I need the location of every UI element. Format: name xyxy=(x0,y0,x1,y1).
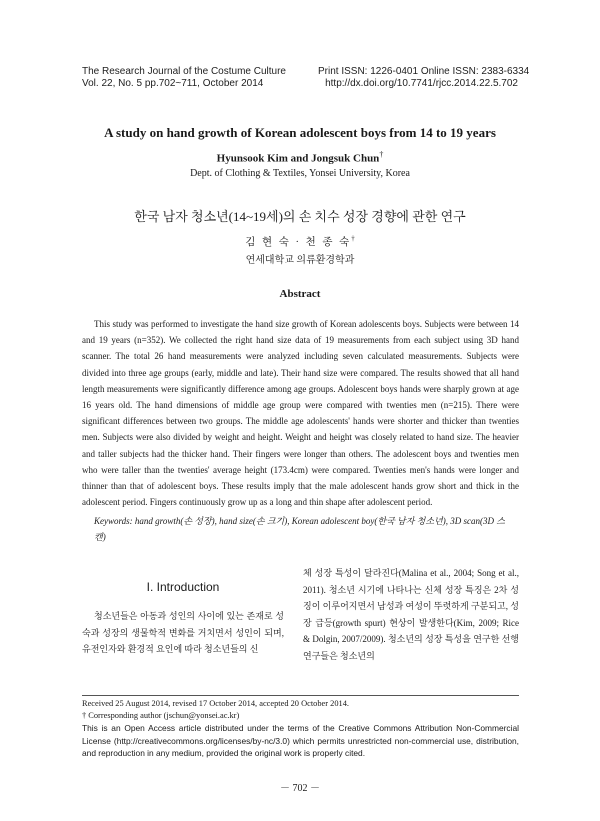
intro-column-left xyxy=(82,608,284,658)
corresponding-author: † Corresponding author (jschun@yonsei.ac.kr) xyxy=(82,711,240,721)
paper-title: A study on hand growth of Korean adolescent boys from 14 to 19 years xyxy=(104,125,496,140)
department: Dept. of Clothing & Textiles, Yonsei University, Korea xyxy=(190,168,410,179)
issn-header xyxy=(318,66,530,90)
open-access-notice: This is an Open Access article distributed under the terms of the Creative Commons Attribution Non-Commercial License (http://creativecommons.org/licenses/by-nc/3.0) which permits unrestricted non-commercial use, distribution, and reproduction in any medium, provided the original work is properly cited. xyxy=(82,723,519,758)
korean-department: 연세대학교 의류환경학과 xyxy=(245,255,355,266)
author-names: Hyunsook Kim and Jongsuk Chun xyxy=(216,152,380,165)
page-number: － 702 － xyxy=(280,783,320,794)
korean-corresponding-mark: † xyxy=(351,234,355,243)
keywords-label: Keywords: xyxy=(94,516,133,526)
doi-link[interactable]: http://dx.doi.org/10.7741/rjcc.2014.22.5.702 xyxy=(325,78,518,89)
keywords xyxy=(94,513,516,545)
received-dates: Received 25 August 2014, revised 17 October 2014, accepted 20 October 2014. xyxy=(82,699,349,708)
abstract-heading: Abstract xyxy=(279,288,321,300)
intro-left-text: 청소년들은 아동과 성인의 사이에 있는 존재로 성숙과 성장의 생물학적 변화를 거치면서 성인이 되며, 유전인자와 환경적 요인에 따라 청소년들의 신 xyxy=(82,611,284,654)
abstract-body xyxy=(82,316,519,510)
journal-header xyxy=(82,66,286,90)
intro-column-right xyxy=(303,565,519,664)
footnote-divider xyxy=(82,695,519,696)
volume-info: Vol. 22, No. 5 pp.702~711, October 2014 xyxy=(82,78,264,89)
keywords-text: hand growth(손 성장), hand size(손 크기), Korean adolescent boy(한국 남자 청소년), 3D scan(3D 스캔) xyxy=(94,516,505,542)
footnotes xyxy=(82,698,519,759)
journal-name: The Research Journal of the Costume Culture xyxy=(82,66,286,77)
korean-title: 한국 남자 청소년(14~19세)의 손 치수 성장 경향에 관한 연구 xyxy=(134,209,466,224)
issn-info: Print ISSN: 1226-0401 Online ISSN: 2383-6334 xyxy=(318,66,530,77)
intro-right-text: 체 성장 특성이 달라진다(Malina et al., 2004; Song et al., 2011). 청소년 시기에 나타나는 신체 성장 특징은 2차 성징이 이루어지면서 남성과 여성이 뚜렷하게 구분되고, 성장 급등(growth spurt) 현상이 발생한다(Kim, 2009; Rice & Dolgin, 2007/2009). 청소년의 성장 특성을 연구한 선행연구들은 청소년의 xyxy=(303,568,519,661)
author-line xyxy=(0,150,600,165)
corresponding-mark: † xyxy=(379,150,384,159)
section-heading: I. Introduction xyxy=(146,580,220,594)
korean-author-line xyxy=(0,234,600,249)
abstract-text: This study was performed to investigate the hand size growth of Korean adolescents boys. Subjects were between 14 and 19 years (n=352). We collected the right hand size data of 19 measurements from each subject using 3D hand scanner. The total 26 hand measurements were analyzed including seven calculated measurements. Subjects were divided into three age groups (early, middle and late). Their hand size were compared. The results showed that all hand length measurements were significantly difference among age groups. Adolescent boys hands were sharply grown at age 16 years old. The hand dimensions of middle age group were compared with twenties men (n=215). There were significant differences between two groups. The middle age adolescents' hands were shorter and thicker than twenties men. Subjects were also divided by weight and height. Weight and height was closely related to hand size. The heavier and taller subjects had the thicker hand. Their fingers were longer than others. The adolescent boys and twenties men who were taller than the twenties' average height (173.4cm) were compared. Twenties men's hands were longer and thinner than that of adolescent boys. These results imply that the male adolescent hands grow short and thick in the adolescent period. Fingers continuously grow up as a long and thin shape after adolescent period. xyxy=(82,319,519,508)
korean-authors: 김 현 숙 · 천 종 숙 xyxy=(245,237,352,248)
